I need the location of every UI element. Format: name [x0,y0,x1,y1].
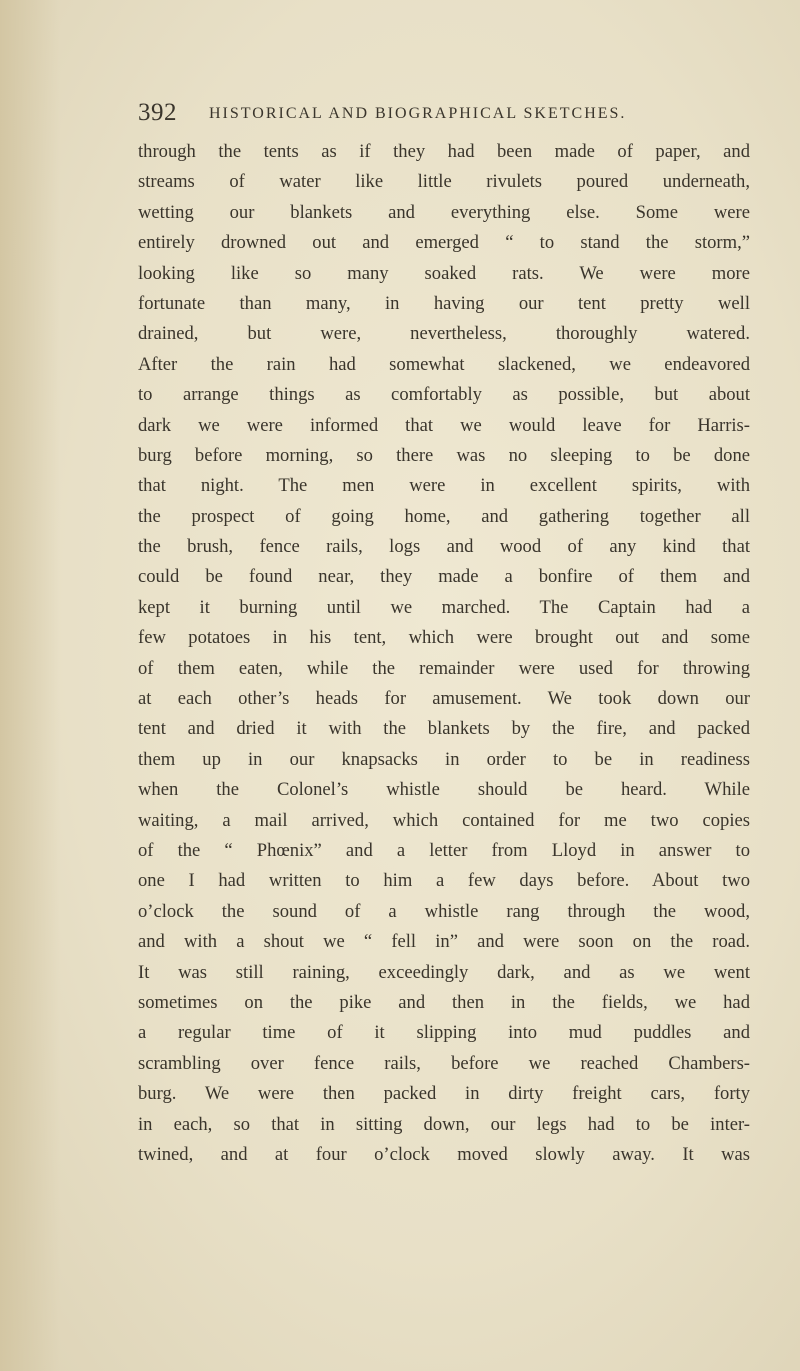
text-line: through the tents as if they had been made of paper, and [138,141,750,162]
text-line: few potatoes in his tent, which were brought out and some [138,627,750,649]
text-line: the brush, fence rails, logs and wood of any kind that [138,536,750,558]
text-line: that night. The men were in excellent spirits, with [138,475,750,497]
page-gutter-shadow [0,0,60,1371]
text-line: when the Colonel’s whistle should be heard. While [138,779,750,801]
text-line: of the “ Phœnix” and a letter from Lloyd in answer to [138,839,750,861]
text-line: drained, but were, nevertheless, thoroughly watered. [138,323,750,345]
text-line: After the rain had somewhat slackened, we endeavored [138,353,750,375]
running-title: HISTORICAL AND BIOGRAPHICAL SKETCHES. [209,105,627,122]
text-line: burg. We were then packed in dirty freight cars, forty [138,1083,750,1105]
text-line: of them eaten, while the remainder were used for throwing [138,657,750,679]
body-text [138,137,750,1170]
text-line: wetting our blankets and everything else. Some were [138,201,750,223]
text-line: entirely drowned out and emerged “ to stand the storm,” [138,232,750,254]
text-line: and with a shout we “ fell in” and were soon on the road. [138,931,750,953]
text-line: kept it burning until we marched. The Captain had a [138,596,750,618]
text-line: burg before morning, so there was no sleeping to be done [138,444,750,466]
text-line: at each other’s heads for amusement. We took down our [138,688,750,710]
text-line: scrambling over fence rails, before we reached Chambers- [138,1052,750,1074]
text-line: a regular time of it slipping into mud puddles and [138,1022,750,1044]
text-line: twined, and at four o’clock moved slowly away. It was [138,1143,750,1165]
text-line: sometimes on the pike and then in the fields, we had [138,991,750,1013]
text-line: streams of water like little rivulets poured underneath, [138,171,750,193]
text-line: them up in our knapsacks in order to be in readiness [138,748,750,770]
text-line: waiting, a mail arrived, which contained for me two copies [138,809,750,831]
text-line: dark we were informed that we would leave for Harris- [138,414,750,436]
text-line: fortunate than many, in having our tent pretty well [138,292,750,314]
text-line: looking like so many soaked rats. We were more [138,262,750,284]
text-line: in each, so that in sitting down, our legs had to be inter- [138,1113,750,1135]
text-line: to arrange things as comfortably as possible, but about [138,384,750,406]
running-head [138,99,778,129]
text-line: one I had written to him a few days before. About two [138,870,750,892]
page-number: 392 [138,99,177,126]
text-line: It was still raining, exceedingly dark, and as we went [138,961,750,983]
text-line: could be found near, they made a bonfire of them and [138,566,750,588]
text-line: tent and dried it with the blankets by the fire, and packed [138,718,750,740]
text-line: the prospect of going home, and gathering together all [138,505,750,527]
text-line: o’clock the sound of a whistle rang through the wood, [138,900,750,922]
